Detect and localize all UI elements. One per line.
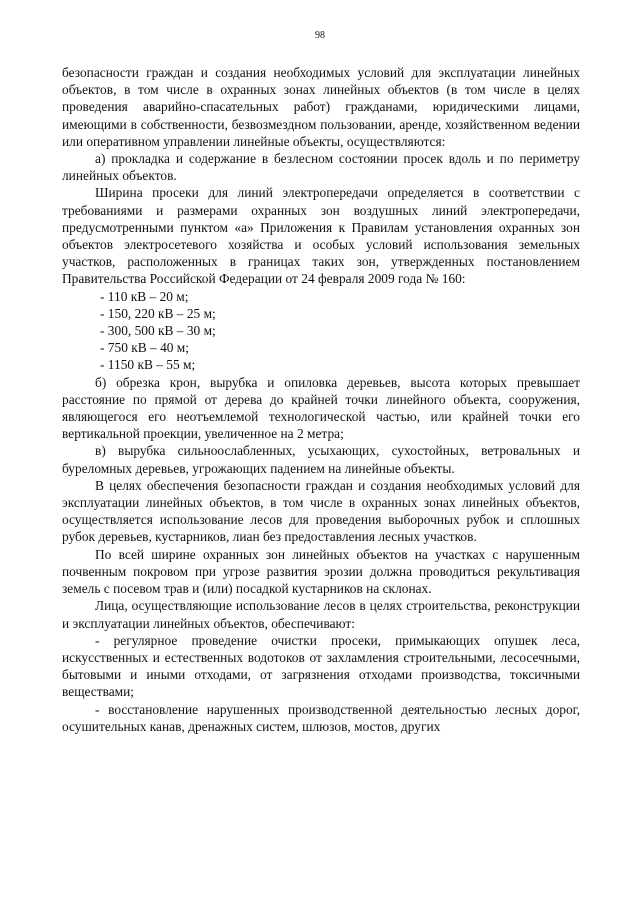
paragraph: - восстановление нарушенных производственной деятельностью лесных дорог, осушительных канав, дренажных систем, шлюзов, мостов, других bbox=[62, 701, 580, 734]
paragraph: безопасности граждан и создания необходимых условий для эксплуатации линейных объектов, в том числе в охранных зонах линейных объектов (в том числе в целях проведения аварийно-спасательных работ) гражданами, юридическими лицами, имеющими в собственности, безвозмездном пользовании, аренде, хозяйственном ведении или оперативном управлении линейные объекты, осуществляются: bbox=[62, 65, 580, 149]
paragraph: б) обрезка крон, вырубка и опиловка деревьев, высота которых превышает расстояние по прямой от дерева до крайней точки линейного объекта, сооружения, являющегося его неотъемлемой технологической частью, или крайней точки его вертикальной проекции, увеличенное на 2 метра; bbox=[62, 374, 580, 442]
list-item: - 1150 кВ – 55 м; bbox=[100, 357, 196, 373]
paragraph: а) прокладка и содержание в безлесном состоянии просек вдоль и по периметру линейных объектов. bbox=[62, 151, 580, 184]
paragraph: - регулярное проведение очистки просеки, примыкающих опушек леса, искусственных и естественных водотоков от захламления строительными, лесосечными, бытовыми и иными отходами, от загрязнения отходами производства, токсичными веществами; bbox=[62, 632, 580, 700]
paragraph: По всей ширине охранных зон линейных объектов на участках с нарушенным почвенным покровом при угрозе развития эрозии должна проводиться рекультивация земель с посевом трав и (или) посадкой кустарников на склонах. bbox=[62, 546, 580, 597]
paragraph: в) вырубка сильноослабленных, усыхающих, сухостойных, ветровальных и буреломных деревьев, угрожающих падением на линейные объекты. bbox=[62, 443, 580, 476]
page-number: 98 bbox=[315, 30, 325, 41]
voltage-width-list bbox=[62, 288, 580, 374]
list-item: - 110 кВ – 20 м; bbox=[100, 288, 189, 304]
list-item: - 300, 500 кВ – 30 м; bbox=[100, 323, 216, 339]
paragraph: В целях обеспечения безопасности граждан и создания необходимых условий для эксплуатации линейных объектов, в том числе в охранных зонах линейных объектов, осуществляется использование лесов для проведения выборочных рубок и сплошных рубок деревьев, кустарников, лиан без предоставления лесных участков. bbox=[62, 477, 580, 545]
list-item: - 150, 220 кВ – 25 м; bbox=[100, 305, 216, 321]
list-item: - 750 кВ – 40 м; bbox=[100, 340, 190, 356]
paragraph: Ширина просеки для линий электропередачи определяется в соответствии с требованиями и размерами охранных зон воздушных линий электропередачи, предусмотренными пунктом «а» Приложения к Правилам установления охранных зон объектов электросетевого хозяйства и особых условий использования земельных участков, расположенных в границах таких зон, утвержденных постановлением Правительства Российской Федерации от 24 февраля 2009 года № 160: bbox=[62, 185, 580, 287]
document-body bbox=[62, 64, 580, 735]
paragraph: Лица, осуществляющие использование лесов в целях строительства, реконструкции и эксплуатации линейных объектов, обеспечивают: bbox=[62, 598, 580, 631]
